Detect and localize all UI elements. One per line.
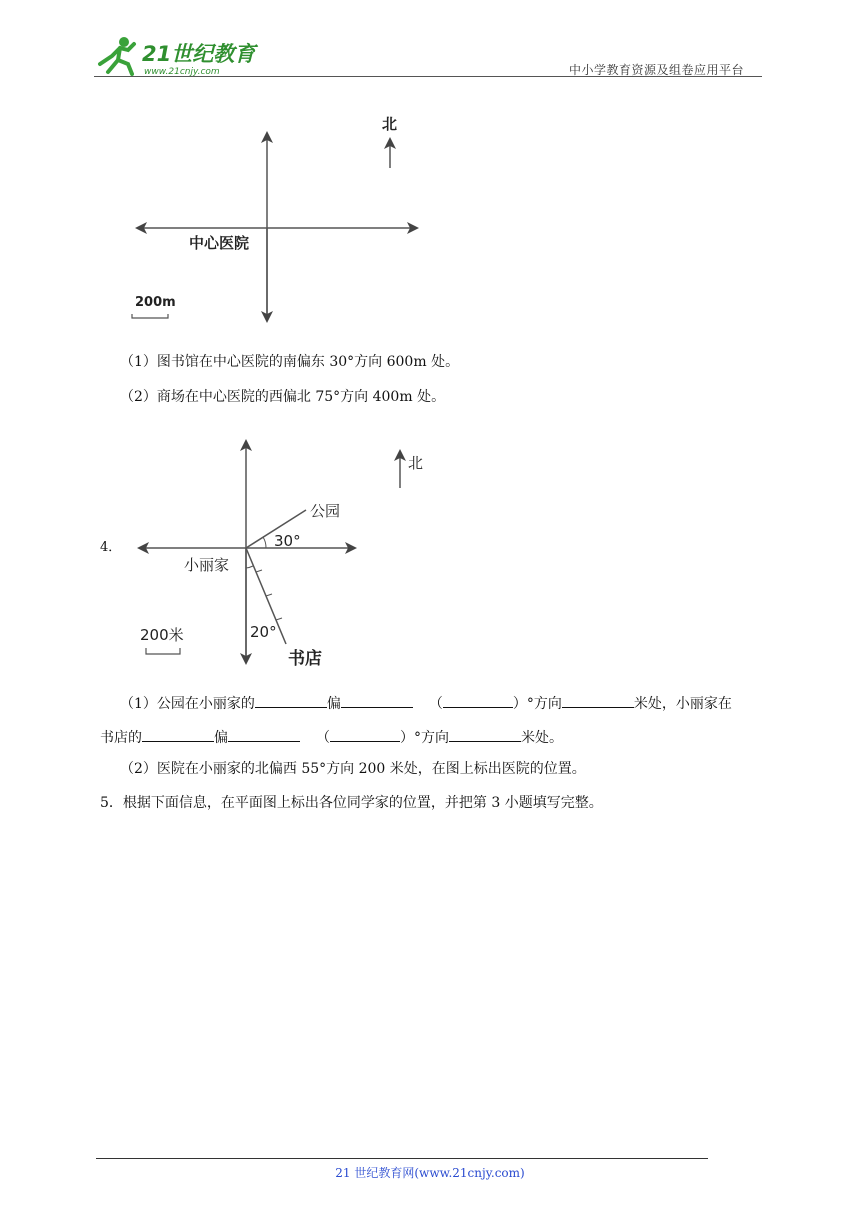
- figure-hospital-map: [128, 110, 428, 330]
- center-hospital-label: 中心医院: [189, 234, 250, 252]
- header-divider: [94, 76, 762, 77]
- footer-link[interactable]: 21 世纪教育网(www.21cnjy.com): [335, 1166, 525, 1180]
- site-logo: [94, 34, 264, 80]
- blank-direction-4[interactable]: [228, 725, 300, 742]
- scale-label-2: 200米: [140, 626, 184, 644]
- scale-bar: [132, 314, 168, 318]
- q4-item-2: （2）医院在小丽家的北偏西 55°方向 200 米处，在图上标出医院的位置。: [120, 761, 586, 777]
- scale-bar-2: [146, 648, 180, 654]
- home-label: 小丽家: [184, 556, 230, 574]
- blank-direction-2[interactable]: [341, 691, 413, 708]
- q4-number: 4．: [100, 540, 122, 555]
- blank-direction-3[interactable]: [142, 725, 214, 742]
- footer-divider: [96, 1158, 708, 1159]
- logo-url: www.21cnjy.com: [144, 67, 220, 77]
- blank-distance-2[interactable]: [449, 725, 521, 742]
- store-label: 书店: [288, 649, 322, 669]
- north-label: 北: [382, 115, 398, 133]
- q3-item-1: （1）图书馆在中心医院的南偏东 30°方向 600m 处。: [120, 354, 460, 370]
- q3-item-2: （2）商场在中心医院的西偏北 75°方向 400m 处。: [120, 389, 446, 405]
- q5-text: 5．根据下面信息，在平面图上标出各位同学家的位置，并把第 3 小题填写完整。: [100, 795, 603, 811]
- blank-distance-1[interactable]: [562, 691, 634, 708]
- header-platform-text: 中小学教育资源及组卷应用平台: [569, 63, 745, 77]
- north-label-2: 北: [408, 454, 424, 472]
- blank-angle-1[interactable]: [443, 691, 513, 708]
- figure-xiaoli-map: [132, 436, 432, 672]
- logo-text: 21世纪教育: [142, 42, 256, 66]
- scale-label: 200m: [135, 295, 176, 310]
- angle-store-label: 20°: [250, 623, 277, 641]
- q4-item-1-line1: （1）公园在小丽家的 偏 （ ）°方向 米处，小丽家在: [120, 691, 732, 714]
- angle-park-label: 30°: [274, 532, 301, 550]
- park-label: 公园: [310, 502, 341, 520]
- blank-angle-2[interactable]: [330, 725, 400, 742]
- q4-item-1-line2: 书店的 偏 （ ）°方向 米处。: [100, 725, 563, 748]
- blank-direction-1[interactable]: [255, 691, 327, 708]
- runner-icon: [100, 37, 134, 74]
